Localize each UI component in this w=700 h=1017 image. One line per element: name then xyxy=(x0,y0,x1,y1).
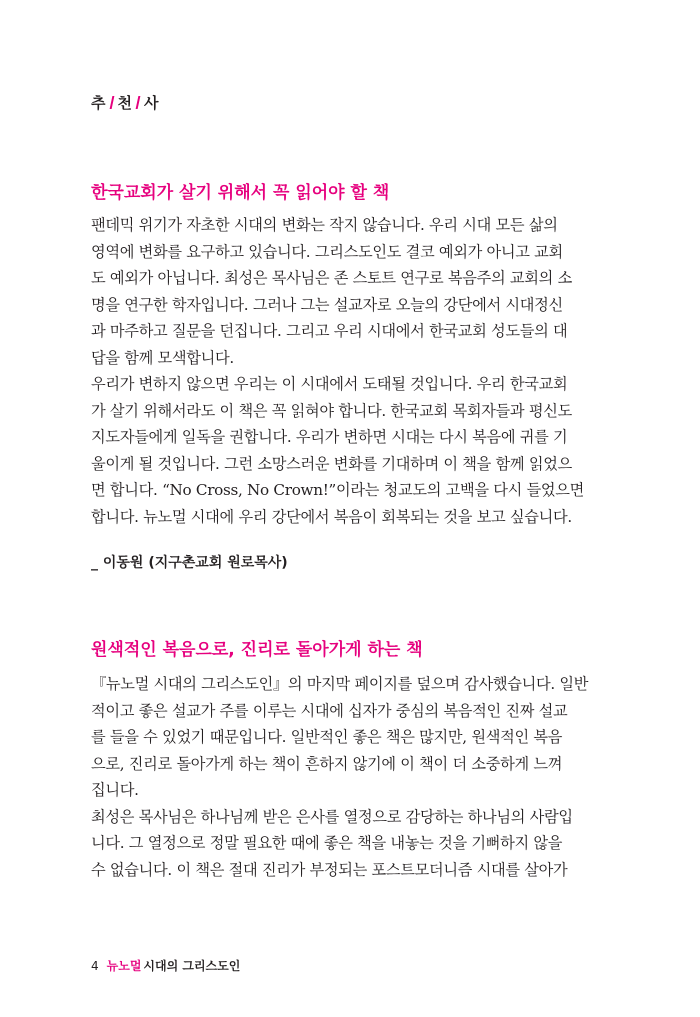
body-line: 명을 연구한 학자입니다. 그러나 그는 설교자로 오늘의 강단에서 시대정신 xyxy=(91,295,563,314)
body-line: 울이게 될 것입니다. 그런 소망스러운 변화를 기대하며 이 책을 함께 읽었으 xyxy=(91,454,572,473)
body-line: 가 살기 위해서라도 이 책은 꼭 읽혀야 합니다. 한국교회 목회자들과 평신도 xyxy=(91,401,572,420)
page-number: 4 xyxy=(91,959,99,973)
recommendation-1-signature: _ 이동원 (지구촌교회 원로목사) xyxy=(91,555,288,571)
body-line: 합니다. 뉴노멀 시대에 우리 강단에서 복음이 회복되는 것을 보고 싶습니다. xyxy=(91,507,572,526)
body-line: 으로, 진리로 돌아가게 하는 책이 흔하지 않기에 이 책이 더 소중하게 느껴 xyxy=(91,754,563,773)
section-label-char: 사 xyxy=(144,94,159,112)
body-line: 수 없습니다. 이 책은 절대 진리가 부정되는 포스트모더니즘 시대를 살아가 xyxy=(91,860,568,879)
section-label-char: 천 xyxy=(117,94,132,112)
running-title: 시대의 그리스도인 xyxy=(143,959,241,973)
body-line: 면 합니다. “No Cross, No Crown!”이라는 청교도의 고백을 다시 들었으면 xyxy=(91,481,585,499)
body-line: 집니다. xyxy=(91,781,139,799)
section-label-separator xyxy=(136,96,141,109)
recommendation-1-body xyxy=(91,212,611,530)
page-footer xyxy=(91,957,240,974)
body-line: 과 마주하고 질문을 던집니다. 그리고 우리 시대에서 한국교회 성도들의 대 xyxy=(91,322,568,340)
body-line: 『뉴노멀 시대의 그리스도인』의 마지막 페이지를 덮으며 감사했습니다. 일반 xyxy=(91,675,589,693)
recommendation-1-heading: 한국교회가 살기 위해서 꼭 읽어야 할 책 xyxy=(91,183,390,203)
body-line: 지도자들에게 일독을 권합니다. 우리가 변하면 시대는 다시 복음에 귀를 기 xyxy=(91,428,568,446)
body-line: 우리가 변하지 않으면 우리는 이 시대에서 도태될 것입니다. 우리 한국교회 xyxy=(91,375,568,393)
body-line: 영역에 변화를 요구하고 있습니다. 그리스도인도 결코 예외가 아니고 교회 xyxy=(91,242,563,261)
body-line: 적이고 좋은 설교가 주를 이루는 시대에 십자가 중심의 복음적인 진짜 설교 xyxy=(91,701,568,720)
running-title-accent: 뉴노멀 xyxy=(106,959,142,973)
section-label-char: 추 xyxy=(91,94,106,112)
body-line: 도 예외가 아닙니다. 최성은 목사님은 존 스토트 연구로 복음주의 교회의 소 xyxy=(91,269,572,287)
recommendation-2-body xyxy=(91,671,611,883)
body-line: 팬데믹 위기가 자초한 시대의 변화는 작지 않습니다. 우리 시대 모든 삶의 xyxy=(91,216,558,234)
body-line: 를 들을 수 있었기 때문입니다. 일반적인 좋은 책은 많지만, 원색적인 복음 xyxy=(91,728,563,746)
body-line: 니다. 그 열정으로 정말 필요한 때에 좋은 책을 내놓는 것을 기뻐하지 않을 xyxy=(91,834,563,852)
section-label-separator xyxy=(109,96,114,109)
section-label xyxy=(91,92,159,113)
recommendation-2-heading: 원색적인 복음으로, 진리로 돌아가게 하는 책 xyxy=(91,640,423,660)
body-line: 최성은 목사님은 하나님께 받은 은사를 열정으로 감당하는 하나님의 사람입 xyxy=(91,807,573,826)
body-line: 답을 함께 모색합니다. xyxy=(91,348,234,367)
